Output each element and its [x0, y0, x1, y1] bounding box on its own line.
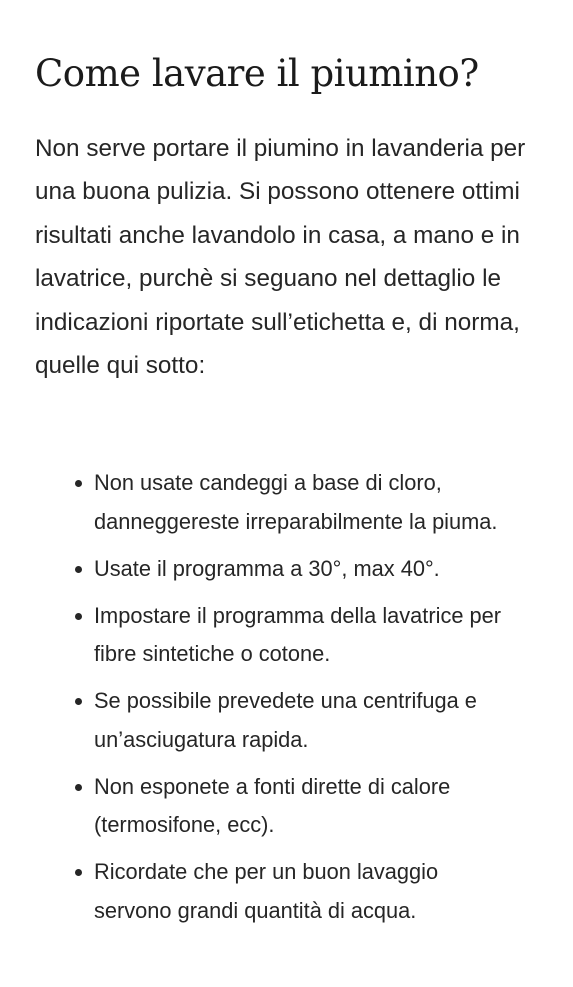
bullet-icon [75, 784, 82, 791]
bullet-icon [75, 480, 82, 487]
list-item-text: Non esponete a fonti dirette di calore (termosifone, ecc). [94, 773, 451, 837]
list-item [75, 464, 515, 541]
tips-list [75, 464, 515, 939]
list-item [75, 768, 515, 845]
list-item [75, 853, 515, 930]
bullet-icon [75, 698, 82, 705]
list-item [75, 597, 515, 674]
list-item-text: Se possibile prevedete una centrifuga e un’asciugatura rapida. [94, 688, 477, 752]
article-title: Come lavare il piumino? [35, 52, 479, 95]
bullet-icon [75, 869, 82, 876]
bullet-icon [75, 566, 82, 573]
list-item-text: Usate il programma a 30°, max 40°. [94, 555, 440, 581]
list-item [75, 550, 515, 589]
intro-paragraph: Non serve portare il piumino in lavanderia per una buona pulizia. Si possono ottenere ottimi risultati anche lavandolo in casa, a mano e in lavatrice, purchè si seguano nel dettaglio le indicazioni riportate sull’etichetta e, di norma, quelle qui sotto: [35, 135, 526, 380]
list-item-text: Ricordate che per un buon lavaggio servono grandi quantità di acqua. [94, 859, 439, 923]
list-item-text: Impostare il programma della lavatrice per fibre sintetiche o cotone. [94, 602, 502, 666]
list-item-text: Non usate candeggi a base di cloro, danneggereste irreparabilmente la piuma. [94, 470, 498, 534]
article [35, 48, 545, 923]
list-item [75, 682, 515, 759]
bullet-icon [75, 613, 82, 620]
